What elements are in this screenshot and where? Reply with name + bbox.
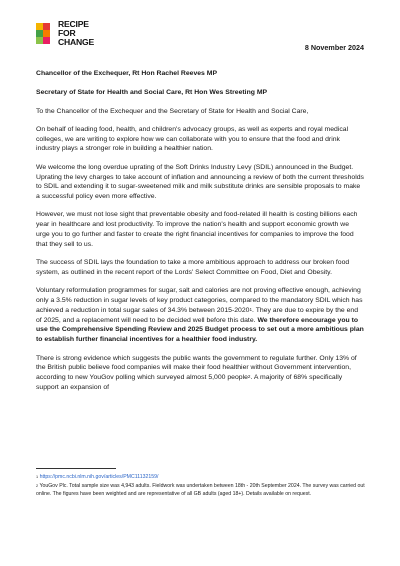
reformulation-text-a: Voluntary reformulation programmes for sugar, salt and calories are not proving effective enough, achieving only a 3.5% reduction in sugar levels of key product categories, compared to the mandatory SDIL which has achieved a reduction in total sugar sales of 34.3% between 2015-2020 bbox=[36, 287, 363, 314]
paragraph-health-costs: However, we must not lose sight that preventable obesity and food-related ill health is costing billions each year in healthcare and lost productivity. To improve the nation's health and support economic growth we urge you to go further and faster to create the right financial incentives for companies to improve the food that they sell to us. bbox=[36, 211, 358, 248]
footnote-divider bbox=[36, 468, 116, 469]
logo-square-2 bbox=[43, 23, 50, 30]
logo-square-5 bbox=[36, 37, 43, 44]
paragraph-sdil-foundation: The success of SDIL lays the foundation to take a more ambitious approach to address our broken food system, as outlined in the recent report of the Lords' Select Committee on Food, Diet and Obesity. bbox=[36, 259, 350, 276]
paragraph-sdil-uprating: We welcome the long overdue uprating of the Soft Drinks Industry Levy (SDIL) announced in the Budget. Uprating the levy charges to take account of inflation and announcing a review of both the current thresholds to SDIL and extending it to sugar-sweetened milk and milk substitute drinks are sensible proposals to make a successful policy even more effective. bbox=[36, 163, 364, 201]
logo-word-recipe: RECIPE bbox=[58, 19, 89, 29]
logo-word-change: CHANGE bbox=[58, 37, 95, 47]
logo-square-6 bbox=[43, 37, 50, 44]
footnote-1-link[interactable]: https://pmc.ncbi.nlm.nih.gov/articles/PMC11132159/ bbox=[39, 474, 159, 480]
reformulation-ask: We therefore encourage you to use the Comprehensive Spending Review and 2025 Budget process to set out a more ambitious plan to establish further financial incentives for a healthier food industry. bbox=[36, 316, 364, 344]
footnote-2-text: YouGov Plc. Total sample size was 4,943 adults. Fieldwork was undertaken between 18th - 20th September 2024. The survey was carried out online. The figures have been weighted and are representative of all GB adults (aged 18+). Details available on request. bbox=[36, 483, 365, 497]
footnote-1-number: 1 bbox=[36, 475, 39, 479]
footnote-1 bbox=[36, 474, 366, 481]
recipe-for-change-logo bbox=[36, 20, 96, 52]
paragraph-reformulation bbox=[36, 286, 364, 345]
addressee-health-secretary: Secretary of State for Health and Social Care, Rt Hon Wes Streeting MP bbox=[36, 88, 268, 96]
footnote-ref-1[interactable]: 1 bbox=[249, 306, 253, 312]
logo-square-3 bbox=[36, 30, 43, 37]
footnotes bbox=[36, 474, 366, 500]
reformulation-text-b: . They are due to expire by the end of 2025, and a replacement will need to be decided well before this date. bbox=[36, 306, 359, 324]
footnote-2 bbox=[36, 483, 366, 498]
addressee-chancellor: Chancellor of the Exchequer, Rt Hon Rachel Reeves MP bbox=[36, 70, 218, 77]
letter-date: 8 November 2024 bbox=[304, 43, 364, 52]
logo-square-4 bbox=[43, 30, 50, 37]
logo-square-1 bbox=[36, 23, 43, 30]
paragraph-collaboration: On behalf of leading food, health, and children's advocacy groups, as well as experts and royal medical colleges, we are writing to explore how we can collaborate with you to ensure that the food and drink industry plays a stronger role in building a healthier nation. bbox=[36, 125, 349, 153]
public-support-text-b: . A majority of 68% specifically support an expansion of bbox=[36, 374, 343, 391]
footnote-ref-2[interactable]: 2 bbox=[247, 374, 251, 380]
logo-word-for: FOR bbox=[58, 28, 76, 38]
footnote-2-number: 2 bbox=[36, 484, 39, 489]
letter-body bbox=[36, 69, 364, 401]
paragraph-public-support bbox=[36, 354, 364, 393]
salutation: To the Chancellor of the Exchequer and the Secretary of State for Health and Social Care, bbox=[36, 107, 309, 115]
public-support-text-a: There is strong evidence which suggests the public wants the government to regulate further. Only 13% of the British public believe food companies will make their food healthier without Government intervention, according to new YouGov polling which surveyed almost 5,000 people bbox=[36, 354, 357, 382]
